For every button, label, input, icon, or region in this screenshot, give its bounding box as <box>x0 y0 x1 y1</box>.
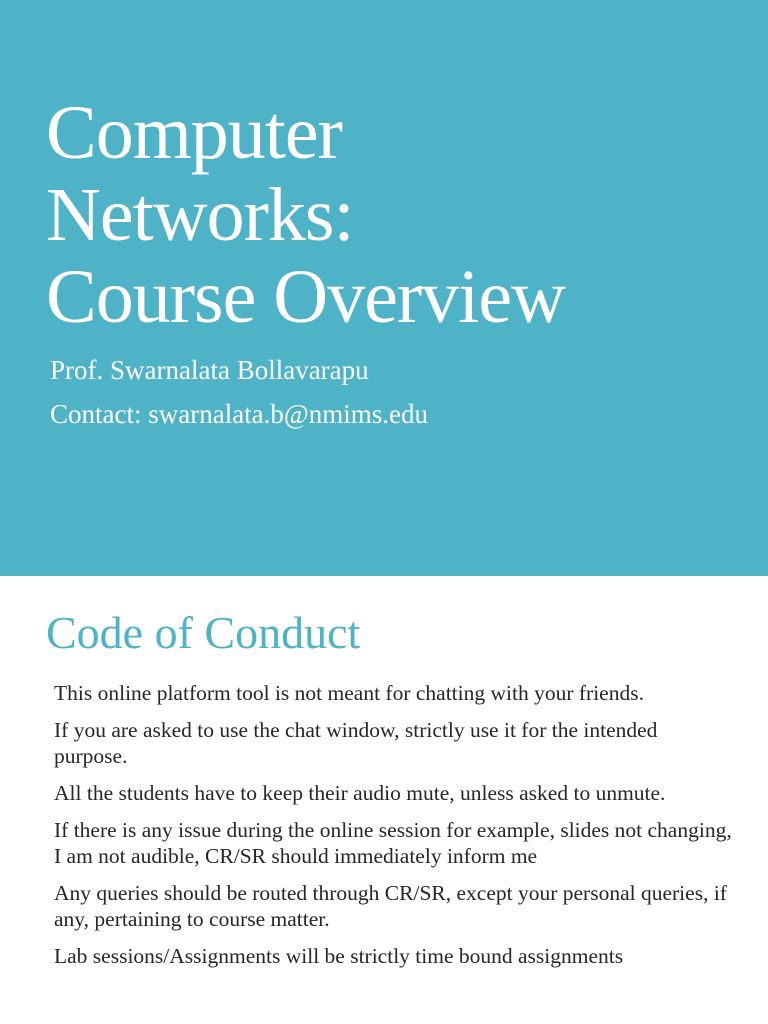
slide-title <box>46 92 565 338</box>
conduct-list <box>54 680 734 980</box>
author-name: Prof. Swarnalata Bollavarapu <box>50 355 369 385</box>
list-item: This online platform tool is not meant for chatting with your friends. <box>54 681 644 705</box>
list-item: If you are asked to use the chat window, strictly use it for the intended purpose. <box>54 718 658 768</box>
list-item: If there is any issue during the online session for example, slides not changing, I am not audible, CR/SR should immediately inform me <box>54 818 732 868</box>
title-line-3: Course Overview <box>46 255 565 339</box>
title-line-1: Computer <box>46 91 342 175</box>
list-item: Any queries should be routed through CR/SR, except your personal queries, if any, pertaining to course matter. <box>54 881 727 931</box>
list-item: Lab sessions/Assignments will be strictly time bound assignments <box>54 944 624 968</box>
contact-email: Contact: swarnalata.b@nmims.edu <box>50 399 429 429</box>
list-item: All the students have to keep their audio mute, unless asked to unmute. <box>54 781 666 805</box>
code-of-conduct-slide <box>0 576 768 1024</box>
slide-heading: Code of Conduct <box>46 607 361 658</box>
title-line-2: Networks: <box>46 173 354 257</box>
